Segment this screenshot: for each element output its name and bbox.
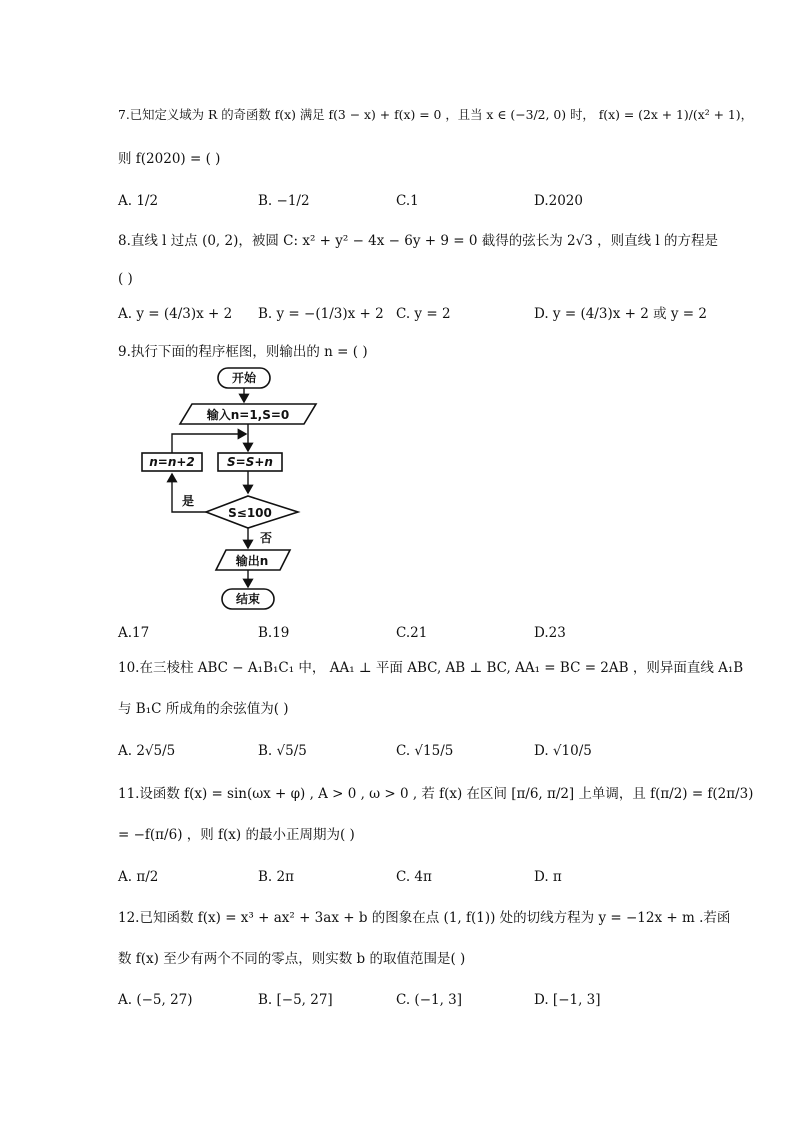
q8-option-d: D. y = (4/3)x + 2 或 y = 2 xyxy=(534,306,707,322)
q11-option-b: B. 2π xyxy=(258,869,294,885)
q8-stem-line1: 8.直线 l 过点 (0, 2)，被圆 C: x² + y² − 4x − 6y + 9 = 0 截得的弦长为 2√3 ，则直线 l 的方程是 xyxy=(118,233,719,249)
q8-option-a: A. y = (4/3)x + 2 xyxy=(118,306,233,322)
q9-option-b: B.19 xyxy=(258,625,290,641)
flowchart-input-label: 输入n=1,S=0 xyxy=(206,408,290,422)
q10-option-a: A. 2√5/5 xyxy=(118,743,176,759)
q11-option-a: A. π/2 xyxy=(118,869,159,885)
q12-option-c: C. (−1, 3] xyxy=(396,992,463,1008)
flowchart-sum-label: S=S+n xyxy=(227,455,273,469)
q8-option-c: C. y = 2 xyxy=(396,306,451,322)
q12-option-d: D. [−1, 3] xyxy=(534,992,601,1008)
q9-stem: 9.执行下面的程序框图，则输出的 n = ( ) xyxy=(118,344,368,360)
q11-option-d: D. π xyxy=(534,869,562,885)
q10-option-c: C. √15/5 xyxy=(396,743,454,759)
q12-option-b: B. [−5, 27] xyxy=(258,992,333,1008)
q11-stem-line2: = −f(π/6) ，则 f(x) 的最小正周期为( ) xyxy=(118,827,355,843)
q7-option-a: A. 1/2 xyxy=(118,193,159,209)
q9-option-a: A.17 xyxy=(118,625,150,641)
q7-option-d: D.2020 xyxy=(534,193,583,209)
flowchart-yes-label: 是 xyxy=(182,494,195,508)
q7-option-b: B. −1/2 xyxy=(258,193,310,209)
q12-option-a: A. (−5, 27) xyxy=(118,992,193,1008)
q10-option-d: D. √10/5 xyxy=(534,743,592,759)
q7-stem-line2: 则 f(2020) = ( ) xyxy=(118,151,221,167)
q9-option-d: D.23 xyxy=(534,625,566,641)
flowchart-start-label: 开始 xyxy=(231,371,257,385)
q11-stem-line1: 11.设函数 f(x) = sin(ωx + φ) , A > 0 , ω > 0 , 若 f(x) 在区间 [π/6, π/2] 上单调，且 f(π/2) = f(2π/3) xyxy=(118,786,754,802)
q10-stem-line2: 与 B₁C 所成角的余弦值为( ) xyxy=(118,701,289,717)
flowchart xyxy=(130,364,330,614)
flowchart-output-label: 输出n xyxy=(235,554,269,568)
q7-option-c: C.1 xyxy=(396,193,419,209)
q8-option-b: B. y = −(1/3)x + 2 xyxy=(258,306,384,322)
q10-stem-line1: 10.在三棱柱 ABC − A₁B₁C₁ 中， AA₁ ⊥ 平面 ABC, AB ⊥ BC, AA₁ = BC = 2AB ，则异面直线 A₁B xyxy=(118,660,744,676)
q7-stem-line1: 7.已知定义域为 R 的奇函数 f(x) 满足 f(3 − x) + f(x) = 0 ，且当 x ∈ (−3/2, 0) 时， f(x) = (2x + 1)/(x² + 1)， xyxy=(118,107,754,122)
flowchart-increment-label: n=n+2 xyxy=(149,455,195,469)
q12-stem-line2: 数 f(x) 至少有两个不同的零点，则实数 b 的取值范围是( ) xyxy=(118,951,466,967)
q11-option-c: C. 4π xyxy=(396,869,432,885)
q9-option-c: C.21 xyxy=(396,625,428,641)
q12-stem-line1: 12.已知函数 f(x) = x³ + ax² + 3ax + b 的图象在点 (1, f(1)) 处的切线方程为 y = −12x + m .若函 xyxy=(118,910,731,926)
q8-stem-line2: ( ) xyxy=(118,271,133,287)
q10-option-b: B. √5/5 xyxy=(258,743,307,759)
flowchart-condition-label: S≤100 xyxy=(228,506,272,520)
flowchart-no-label: 否 xyxy=(260,531,273,545)
flowchart-end-label: 结束 xyxy=(235,592,261,606)
